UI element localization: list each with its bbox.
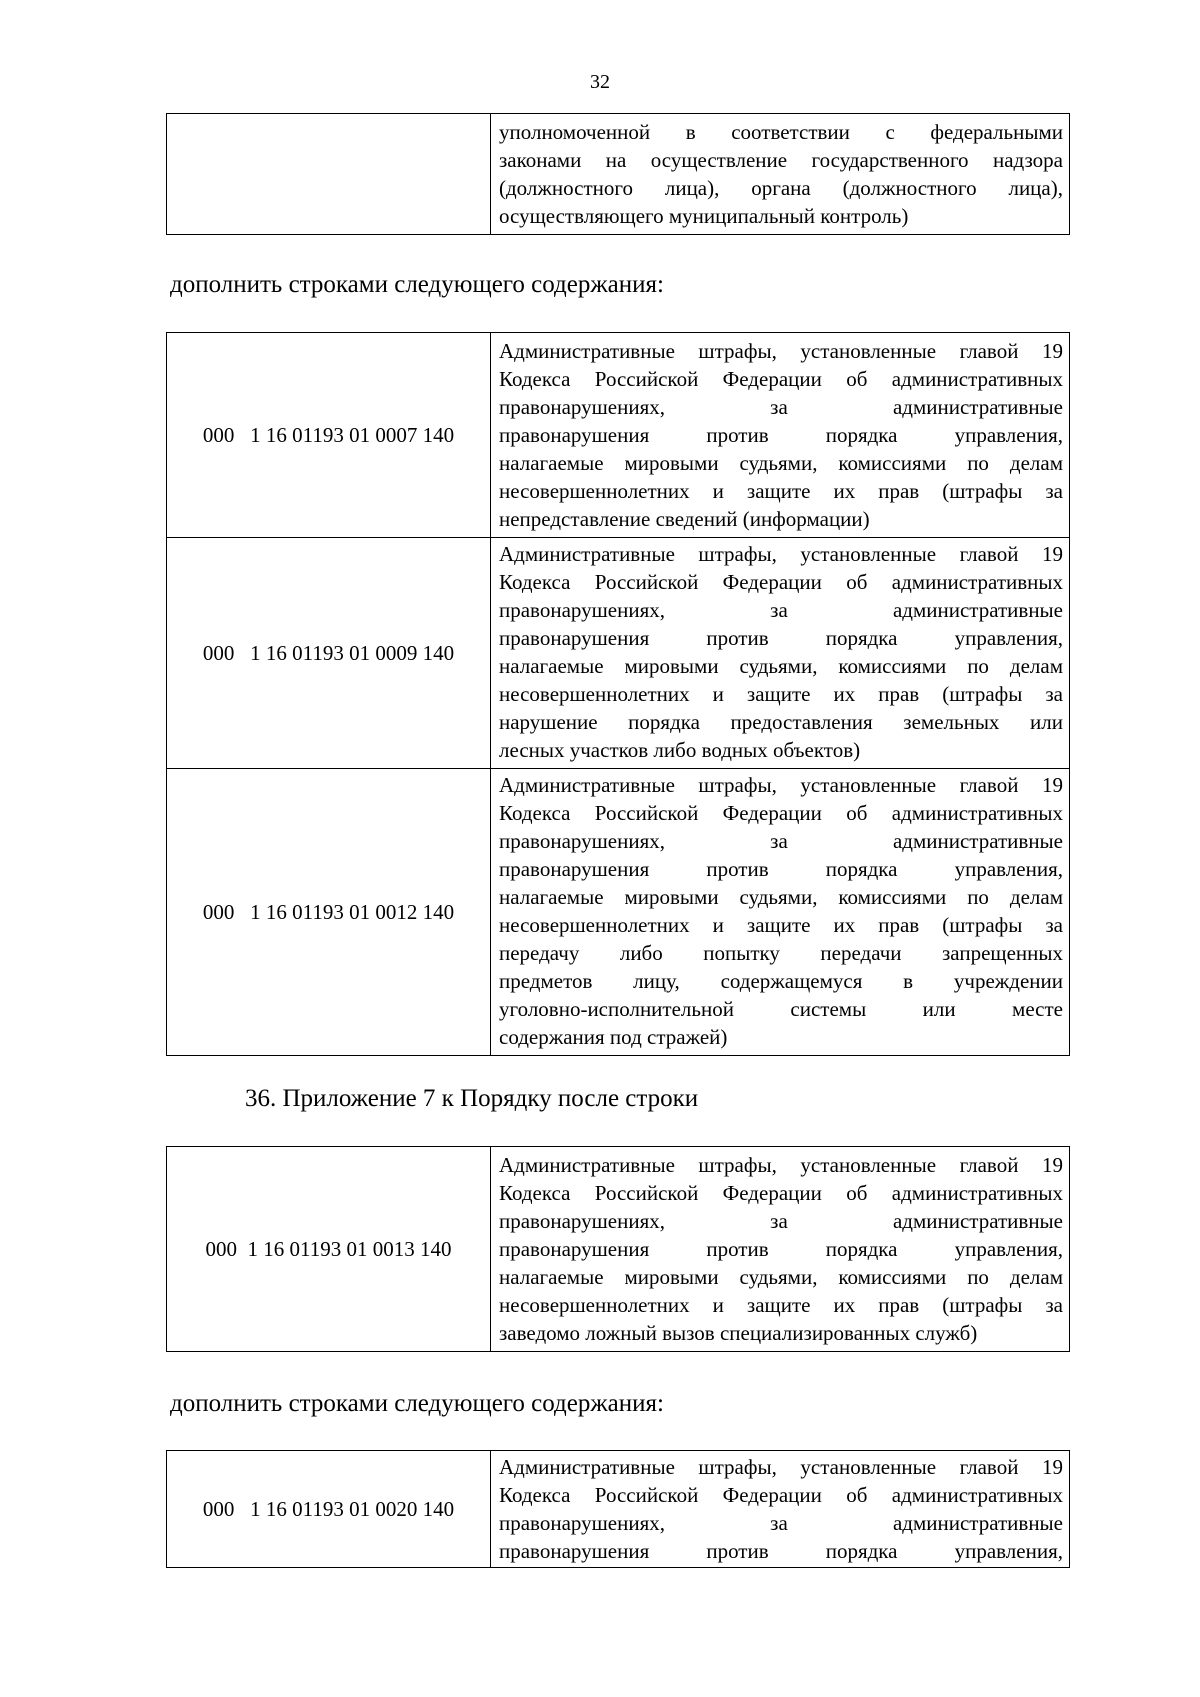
- description-line: лесных участков либо водных объектов): [499, 738, 861, 762]
- description-line: Кодекса Российской Федерации об административных: [499, 1483, 1063, 1507]
- description-line: Административные штрафы, установленные главой 19: [499, 542, 1063, 566]
- code-cell: 000 1 16 01193 01 0013 140: [167, 1147, 491, 1352]
- description-line: правонарушениях, за административные: [499, 1209, 1063, 1233]
- description-line: правонарушениях, за административные: [499, 395, 1063, 419]
- description-line: Административные штрафы, установленные главой 19: [499, 773, 1063, 797]
- description-line: правонарушениях, за административные: [499, 598, 1063, 622]
- table-continuation: [166, 113, 1070, 235]
- description-line: налагаемые мировыми судьями, комиссиями по делам: [499, 885, 1063, 909]
- table-row: [167, 1451, 1070, 1568]
- page-number: 32: [590, 71, 610, 93]
- description-line: правонарушения против порядка управления,: [499, 423, 1063, 447]
- description-line: налагаемые мировыми судьями, комиссиями по делам: [499, 654, 1063, 678]
- code-cell: 000 1 16 01193 01 0012 140: [167, 769, 491, 1056]
- description-cell: [491, 333, 1070, 538]
- table-row: [167, 114, 1070, 235]
- description-line: предметов лицу, содержащемуся в учреждении: [499, 969, 1063, 993]
- description-cell: [491, 538, 1070, 769]
- table-additions-1: [166, 332, 1070, 1056]
- table-row: [167, 538, 1070, 769]
- description-line: Административные штрафы, установленные главой 19: [499, 339, 1063, 363]
- code-cell: [167, 114, 491, 235]
- code-cell: 000 1 16 01193 01 0007 140: [167, 333, 491, 538]
- paragraph-item-36: 36. Приложение 7 к Порядку после строки: [245, 1085, 699, 1112]
- table-row: [167, 769, 1070, 1056]
- table-reference-row: [166, 1146, 1070, 1352]
- table-row: [167, 1147, 1070, 1352]
- description-line: нарушение порядка предоставления земельных или: [499, 710, 1063, 734]
- description-line: несовершеннолетних и защите их прав (штрафы за: [499, 913, 1063, 937]
- table-additions-2: [166, 1450, 1070, 1568]
- description-line: налагаемые мировыми судьями, комиссиями по делам: [499, 1265, 1063, 1289]
- description-line: заведомо ложный вызов специализированных служб): [499, 1321, 978, 1345]
- description-line: непредставление сведений (информации): [499, 507, 870, 531]
- description-line: налагаемые мировыми судьями, комиссиями по делам: [499, 451, 1063, 475]
- description-line: уполномоченной в соответствии с федеральными: [499, 120, 1063, 144]
- description-line: Кодекса Российской Федерации об административных: [499, 367, 1063, 391]
- description-line: Административные штрафы, установленные главой 19: [499, 1153, 1063, 1177]
- description-line: правонарушения против порядка управления,: [499, 857, 1063, 881]
- description-line: Кодекса Российской Федерации об административных: [499, 570, 1063, 594]
- description-line: уголовно-исполнительной системы или месте: [499, 997, 1063, 1021]
- description-cell: [491, 114, 1070, 235]
- table-row: [167, 333, 1070, 538]
- paragraph-supplement: дополнить строками следующего содержания:: [170, 1390, 664, 1417]
- description-cell: [491, 1451, 1070, 1568]
- description-line: правонарушения против порядка управления,: [499, 626, 1063, 650]
- description-line: содержания под стражей): [499, 1025, 728, 1049]
- description-line: передачу либо попытку передачи запрещенных: [499, 941, 1063, 965]
- description-cell: [491, 1147, 1070, 1352]
- description-line: осуществляющего муниципальный контроль): [499, 204, 909, 228]
- description-line: (должностного лица), органа (должностного лица),: [499, 176, 1063, 200]
- description-line: Кодекса Российской Федерации об административных: [499, 1181, 1063, 1205]
- description-line: несовершеннолетних и защите их прав (штрафы за: [499, 479, 1063, 503]
- description-line: несовершеннолетних и защите их прав (штрафы за: [499, 682, 1063, 706]
- description-line: Административные штрафы, установленные главой 19: [499, 1455, 1063, 1479]
- description-line: законами на осуществление государственного надзора: [499, 148, 1063, 172]
- paragraph-supplement: дополнить строками следующего содержания:: [170, 271, 664, 298]
- description-line: правонарушениях, за административные: [499, 1511, 1063, 1535]
- code-cell: 000 1 16 01193 01 0020 140: [167, 1451, 491, 1568]
- code-cell: 000 1 16 01193 01 0009 140: [167, 538, 491, 769]
- description-cell: [491, 769, 1070, 1056]
- description-line: правонарушения против порядка управления,: [499, 1237, 1063, 1261]
- description-line: правонарушениях, за административные: [499, 829, 1063, 853]
- description-line: несовершеннолетних и защите их прав (штрафы за: [499, 1293, 1063, 1317]
- description-line: правонарушения против порядка управления,: [499, 1539, 1063, 1563]
- description-line: Кодекса Российской Федерации об административных: [499, 801, 1063, 825]
